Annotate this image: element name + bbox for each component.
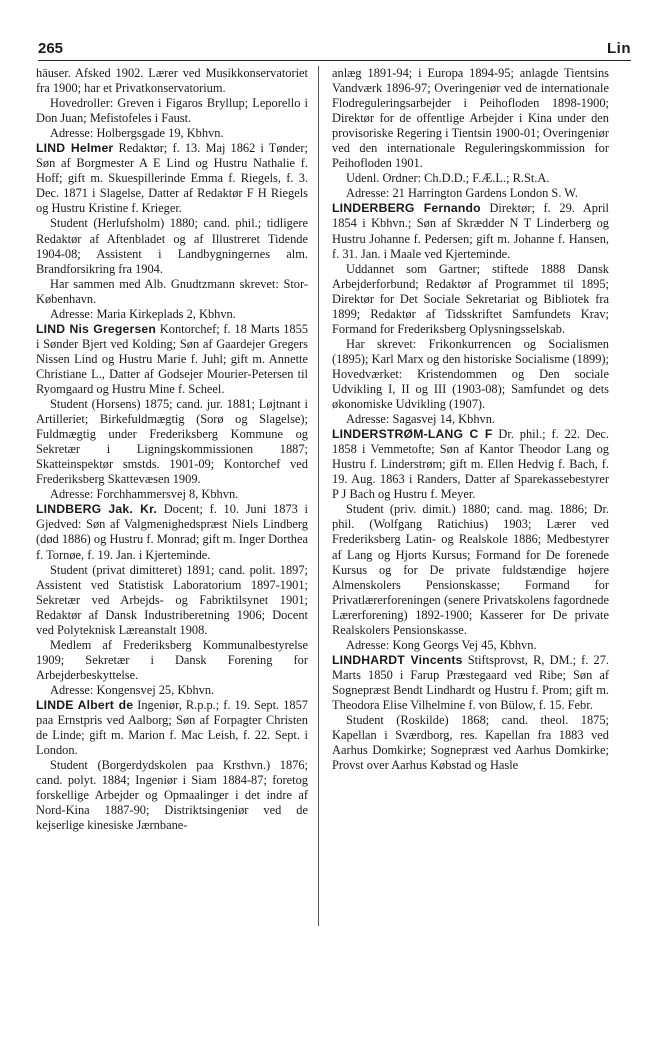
entry-name: LINDBERG Jak. Kr. [36,502,157,517]
entry-name: LINDHARDT Vincents [332,652,463,667]
biography-entry [36,141,308,216]
entry-paragraph: Uddannet som Gartner; stiftede 1888 Dansk Arbejderforbund; Redaktør af Programmet til 1895; Direktør for Det Sociale Sekretariat og Bibliotek fra 1899; Redaktør af Tidsskriftet Samfundets Krav; Formand for Frederiksberg Oplysningsselskab. [332,261,609,336]
entry-paragraph: Adresse: Maria Kirkeplads 2, Kbhvn. [50,306,236,321]
biography-entry [36,502,308,562]
entry-text: Kontorchef; f. 18 Marts 1855 i Sønder Bjert ved Kolding; Søn af Gaardejer Gregers Nissen Lind og Hustru Marie f. Juhl; gift m. Annette Christiane L., Datter af Godsejer Mourier-Petersen til Ryomgaard og Hustru Mine f. Scheel. [36,321,308,396]
left-column [36,66,308,833]
entry-name: LINDERSTRØM-LANG C F [332,427,493,442]
continued-paragraph: häuser. Afsked 1902. Lærer ved Musikkonservatoriet fra 1900; har et Privatkonservatorium. [36,66,308,96]
biography-entry [332,427,609,502]
entry-paragraph: Student (Roskilde) 1868; cand. theol. 1875; Kapellan i Sværdborg, res. Kapellan fra 1883 ved Aarhus Domkirke; Sognepræst ved Aarhus Domkirke; Provst over Aarhus Købstad og Hasle [332,713,609,773]
biography-entry [332,201,609,261]
page-number: 265 [38,40,64,57]
entry-paragraph: Adresse: Kong Georgs Vej 45, Kbhvn. [346,637,537,652]
entry-paragraph: Har sammen med Alb. Gnudtzmann skrevet: Stor-København. [36,276,308,306]
entry-text: Direktør; f. 29. April 1854 i Kbhvn.; Søn af Skrædder N T Linderberg og Hustru Johanne f. Pedersen; gift m. Johanne f. Hansen, f. 31. Jan. i Maale ved Kjerteminde. [332,201,609,261]
entry-paragraph: Student (privat dimitteret) 1891; cand. polit. 1897; Assistent ved Statistisk Laboratorium 1897-1901; Sekretær ved Arbejds- og Fabriktilsynet 1901; Redaktør af Dansk Industriberetning 1906; Docent ved Polyteknisk Læreanstalt 1908. [36,562,308,637]
biography-entry [36,322,308,397]
entry-text: Docent; f. 10. Juni 1873 i Gjedved: Søn af Valgmenighedspræst Niels Lindberg (død 1886) og Hustru f. Monrad; gift m. Inger Dorthea f. Tornøe, f. 19. Jan. i Kjerteminde. [36,502,308,562]
entry-name: LIND Helmer [36,141,114,156]
running-head: Lin [607,40,631,57]
continued-paragraph: anlæg 1891-94; i Europa 1894-95; anlagde Tientsins Vandværk 1896-97; Overingeniør ved de internationale Flodreguleringsarbejder i Peihofloden 1898-1900; Direktør for de offentlige Arbejder i Kina under den provisoriske Regering i Tientsin 1900-01; Overingeniør ved den internationale Reguleringskommission for Peihofloden 1901. [332,66,609,171]
entry-paragraph: Adresse: 21 Harrington Gardens London S. W. [346,186,578,201]
entry-paragraph: Medlem af Frederiksberg Kommunalbestyrelse 1909; Sekretær i Dansk Forening for Arbejderbeskyttelse. [36,637,308,682]
entry-name: LINDE Albert de [36,697,134,712]
entry-paragraph: Student (Horsens) 1875; cand. jur. 1881; Løjtnant i Artilleriet; Birkefuldmægtig (Sorø og Slagelse); Fuldmægtig under Frederiksberg Kommune og Sekretær i Ligningskommissionen 1887; Skatteinspektør smstds. 1901-09; Kontorchef ved Frederiksberg Skattevæsen 1909. [36,397,308,487]
entry-paragraph: Adresse: Holbergsgade 19, Kbhvn. [50,126,224,141]
right-column [332,66,609,773]
entry-paragraph: Har skrevet: Frikonkurrencen og Socialismen (1895); Karl Marx og den historiske Socialisme (1899); Hovedværket: Kristendommen og Den sociale Udvikling I, II og III (1903-08); Samfundet og dets økonomiske Udvikling (1907). [332,336,609,412]
biography-entry [332,653,609,713]
entry-paragraph: Student (Herlufsholm) 1880; cand. phil.; tidligere Redaktør af Aftenbladet og af Illustreret Tidende 1904-08; Assistent i Landbygningernes alm. Brandforsikring fra 1904. [36,216,308,276]
column-divider [318,66,319,926]
entry-paragraph: Hovedroller: Greven i Figaros Bryllup; Leporello i Don Juan; Mefistofeles i Faust. [36,96,308,126]
entry-name: LIND Nis Gregersen [36,321,157,336]
entry-text: Stiftsprovst, R, DM.; f. 27. Marts 1850 i Farup Præstegaard ved Ribe; Søn af Sognepræst Bendt Lindhardt og Hustru f. Prom; gift m. Theodora Elise Vilhelmine f. von Bülow, f. 15. Febr. [332,652,609,712]
entry-paragraph: Adresse: Forchhammersvej 8, Kbhvn. [50,487,239,502]
entry-paragraph: Student (priv. dimit.) 1880; cand. mag. 1886; Dr. phil. (Wolfgang Ratichius) 1903; Lærer ved Frederiksberg Latin- og Realskole 1886; Medbestyrer af Lang og Hjorts Kursus; Formand for De forenede Kursus og for De private fuldstændige højere Almenskolers Pensionskasse; Formand for Privatlærerforeningen (senere Privatskolens fagordnede Lærerforening) 1892-1900; Kasserer for De private Realskolers Pensionskasse. [332,502,609,637]
entry-text: Redaktør; f. 13. Maj 1862 i Tønder; Søn af Borgmester A E Lind og Hustru Nathalie f. Hoff; gift m. Skuespillerinde Emma f. Riegels, f. 3. Dec. 1871 i Slagelse, Datter af Redaktør F H Riegels og Hustru Kristine f. Krieger. [36,141,308,216]
entry-paragraph: Adresse: Kongensvej 25, Kbhvn. [50,682,215,697]
page-header [38,38,631,61]
entry-paragraph: Student (Borgerdydskolen paa Krsthvn.) 1876; cand. polyt. 1884; Ingeniør i Siam 1884-87; foretog forskellige Arbejder og Opmaalinger i det indre af Nord-Kina 1887-90; Distriktsingeniør ved de kejserlige kinesiske Jærnbane- [36,758,308,833]
entry-text: Dr. phil.; f. 22. Dec. 1858 i Vemmetofte; Søn af Kantor Theodor Lang og Hustru f. Linderstrøm; gift m. Ellen Hedvig f. Bach, f. 19. Aug. 1863 i Randers, Datter af Sparekassebestyrer P J Bach og Hustru f. Meyer. [332,427,609,502]
entry-paragraph: Adresse: Sagasvej 14, Kbhvn. [346,412,496,427]
entry-text: Ingeniør, R.p.p.; f. 19. Sept. 1857 paa Ernstpris ved Aalborg; Søn af Forpagter Christen de Linde; gift m. Marion f. Mac Leish, f. 22. Sept. i London. [36,697,308,758]
biography-entry [36,698,308,758]
entry-name: LINDERBERG Fernando [332,201,481,216]
entry-paragraph: Udenl. Ordner: Ch.D.D.; F.Æ.L.; R.St.A. [346,171,550,186]
